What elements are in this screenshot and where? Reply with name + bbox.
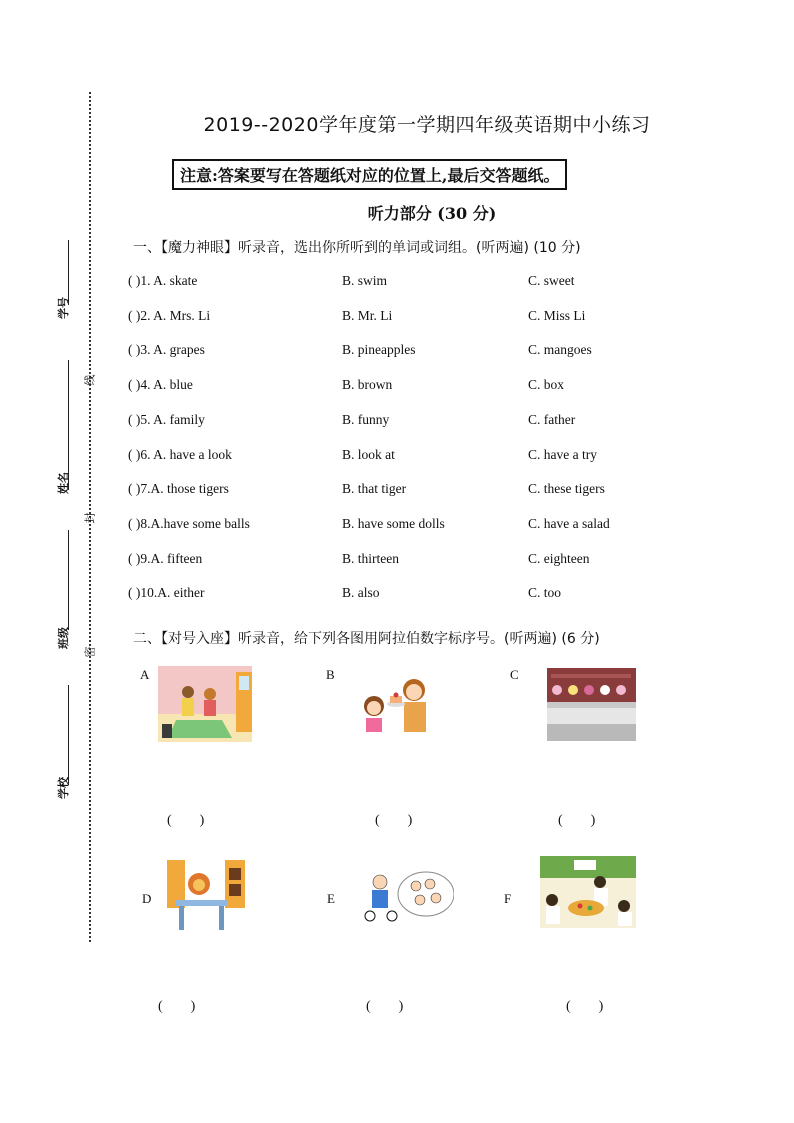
seal-char-line: 线	[83, 374, 97, 386]
seal-char-seal: 封	[83, 512, 97, 524]
student-id-line	[68, 240, 69, 305]
student-id-label: 学号	[57, 297, 70, 319]
picture-label-a: A	[140, 667, 150, 682]
question-option-a[interactable]: ( )6. A. have a look	[128, 446, 232, 462]
question-option-a[interactable]: ( )8.A.have some balls	[128, 515, 250, 531]
class-label: 班级	[57, 627, 70, 649]
page-title: 2019--2020学年度第一学期四年级英语期中小练习	[203, 114, 651, 136]
class-line	[68, 530, 69, 630]
listening-section-title: 听力部分 (30 分)	[367, 204, 497, 223]
question-option-c[interactable]: C. have a try	[528, 446, 597, 462]
question-option-b[interactable]: B. brown	[342, 377, 393, 393]
question-row	[128, 585, 748, 603]
answer-blank-a[interactable]: ( )	[167, 813, 205, 828]
name-label: 姓名	[57, 472, 70, 494]
question-option-b[interactable]: B. swim	[342, 273, 388, 288]
picture-d-toy-lion	[167, 860, 245, 932]
question-option-c[interactable]: C. father	[528, 411, 576, 427]
question-option-c[interactable]: C. have a salad	[528, 515, 610, 531]
question-option-a[interactable]: ( )5. A. family	[128, 411, 205, 427]
question-option-b[interactable]: B. pineapples	[342, 342, 416, 358]
question-row	[128, 516, 748, 534]
question-option-a[interactable]: ( )4. A. blue	[128, 377, 193, 393]
picture-e-boy-thinking	[362, 868, 454, 924]
picture-b-girl-and-mother	[352, 666, 442, 742]
school-line	[68, 685, 69, 785]
answer-blank-c[interactable]: ( )	[558, 813, 596, 828]
name-line	[68, 360, 69, 490]
answer-blank-f[interactable]: ( )	[566, 999, 604, 1014]
answer-blank-e[interactable]: ( )	[366, 999, 404, 1014]
picture-label-d: D	[142, 891, 152, 906]
question-row	[128, 551, 748, 569]
question-option-a[interactable]: ( )2. A. Mrs. Li	[128, 307, 211, 323]
question-row	[128, 412, 748, 430]
question-row	[128, 481, 748, 499]
question-option-b[interactable]: B. have some dolls	[342, 515, 445, 531]
question-option-b[interactable]: B. also	[342, 585, 380, 601]
question-option-a[interactable]: ( )1. A. skate	[128, 273, 198, 288]
question-option-c[interactable]: C. too	[528, 585, 562, 601]
question-row	[128, 447, 748, 465]
question-row	[128, 377, 748, 395]
question-option-b[interactable]: B. thirteen	[342, 550, 399, 566]
question-option-b[interactable]: B. that tiger	[342, 481, 407, 497]
question-option-a[interactable]: ( )10.A. either	[128, 585, 205, 601]
question-option-c[interactable]: C. box	[528, 377, 565, 393]
part2-heading: 二、【对号入座】听录音，给下列各图用阿拉伯数字标序号。(听两遍) (6 分)	[133, 631, 600, 647]
question-option-c[interactable]: C. sweet	[528, 273, 575, 288]
question-option-b[interactable]: B. Mr. Li	[342, 307, 393, 323]
question-option-b[interactable]: B. look at	[342, 446, 395, 462]
seal-char-secret: 密	[83, 646, 97, 658]
school-label: 学校	[57, 777, 70, 799]
answer-blank-d[interactable]: ( )	[158, 999, 196, 1014]
answer-blank-b[interactable]: ( )	[375, 813, 413, 828]
picture-label-f: F	[504, 891, 512, 906]
question-option-c[interactable]: C. these tigers	[528, 481, 605, 497]
picture-label-b: B	[326, 667, 335, 682]
question-option-a[interactable]: ( )7.A. those tigers	[128, 481, 229, 497]
question-option-c[interactable]: C. mangoes	[528, 342, 592, 358]
question-option-a[interactable]: ( )9.A. fifteen	[128, 550, 203, 566]
picture-f-classroom-salad	[540, 856, 636, 928]
part1-heading: 一、【魔力神眼】听录音，选出你所听到的单词或词组。(听两遍) (10 分)	[133, 240, 581, 256]
question-row	[128, 273, 748, 291]
picture-c-cake-shelf	[547, 668, 636, 741]
question-option-b[interactable]: B. funny	[342, 411, 390, 427]
question-option-c[interactable]: C. Miss Li	[528, 307, 586, 323]
picture-a-kids-room	[158, 666, 252, 742]
question-option-c[interactable]: C. eighteen	[528, 550, 590, 566]
question-option-a[interactable]: ( )3. A. grapes	[128, 342, 205, 358]
picture-label-e: E	[327, 891, 335, 906]
question-row	[128, 308, 748, 326]
picture-label-c: C	[510, 667, 519, 682]
notice-box: 注意:答案要写在答题纸对应的位置上,最后交答题纸。	[172, 159, 567, 190]
question-row	[128, 342, 748, 360]
